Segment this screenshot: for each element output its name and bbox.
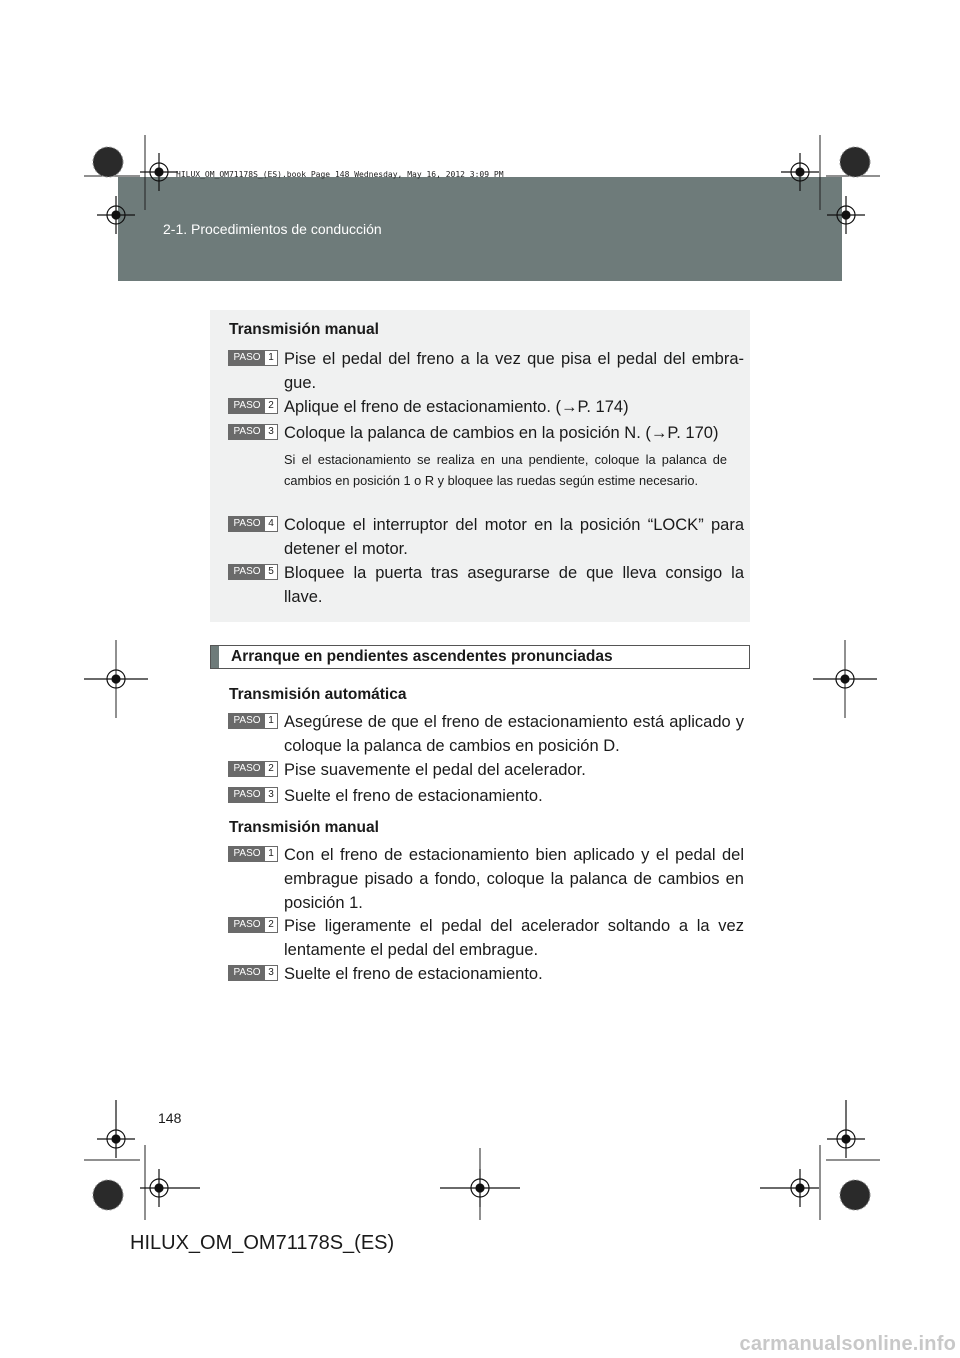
book-info-line: HILUX_OM_OM71178S_(ES).book Page 148 Wednesday, May 16, 2012 3:09 PM xyxy=(176,170,504,179)
step-text: Coloque el interruptor del motor en la posición “LOCK” para detener el motor. xyxy=(284,516,744,558)
star-target-top-right xyxy=(840,147,870,177)
star-target-bottom-left xyxy=(93,1180,123,1210)
step-text: Suelte el freno de estacionamiento. xyxy=(284,787,543,805)
star-target-bottom-right xyxy=(840,1180,870,1210)
automatic-transmission-heading: Transmisión automática xyxy=(229,686,407,703)
target-mark-bottom-right xyxy=(760,1169,819,1207)
star-target-top-left xyxy=(93,147,123,177)
watermark: carmanualsonline.info xyxy=(739,1333,956,1355)
target-mark-top-right xyxy=(781,153,819,191)
step-text: Asegúrese de que el freno de estacionamiento está aplicado y coloque la palanca de cambios en posición D. xyxy=(284,713,744,755)
step-badge: PASO 3 xyxy=(228,965,278,981)
step-text: Pise ligeramente el pedal del acelerador soltando a la vez lentamente el pedal del embrague. xyxy=(284,917,744,959)
section-title: 2-1. Procedimientos de conducción xyxy=(163,221,382,237)
step-badge: PASO 1 xyxy=(228,350,278,366)
manual-transmission-heading: Transmisión manual xyxy=(229,321,379,338)
step-text: Pise suavemente el pedal del acelerador. xyxy=(284,761,586,779)
manual-transmission-heading-2: Transmisión manual xyxy=(229,819,379,836)
target-mark-right-top xyxy=(827,196,865,234)
step-badge: PASO 1 xyxy=(228,846,278,862)
step-badge: PASO 4 xyxy=(228,516,278,532)
target-mark-top-left xyxy=(140,153,178,191)
step-badge: PASO 5 xyxy=(228,564,278,580)
target-mark-left-bottom xyxy=(97,1100,135,1158)
target-mark-right-bottom xyxy=(827,1100,865,1158)
step-text: Coloque la palanca de cambios en la posición N. (→P. 170) xyxy=(284,424,719,442)
page-number: 148 xyxy=(158,1110,182,1126)
step-text: Bloquee la puerta tras asegurarse de que lleva consigo la llave. xyxy=(284,564,744,606)
target-mark-bottom-center xyxy=(440,1169,520,1207)
step-badge: PASO 1 xyxy=(228,713,278,729)
uphill-section-title: Arranque en pendientes ascendentes pronunciadas xyxy=(231,648,613,665)
step-text: Aplique el freno de estacionamiento. (→P. 174) xyxy=(284,398,629,416)
step-text: Pise el pedal del freno a la vez que pisa el pedal del embra-gue. xyxy=(284,350,744,392)
parking-note: Si el estacionamiento se realiza en una pendiente, coloque la palanca de cambios en posición 1 o R y bloquee las ruedas según estime necesario. xyxy=(284,452,727,488)
step-text: Con el freno de estacionamiento bien aplicado y el pedal del embrague pisado a fondo, coloque la palanca de cambios en posición 1. xyxy=(284,846,744,912)
target-mark-bottom-left xyxy=(140,1169,200,1207)
step-text: Suelte el freno de estacionamiento. xyxy=(284,965,543,983)
step-badge: PASO 2 xyxy=(228,917,278,933)
target-mark-left-top xyxy=(97,196,135,234)
document-code: HILUX_OM_OM71178S_(ES) xyxy=(130,1232,395,1254)
step-badge: PASO 3 xyxy=(228,424,278,440)
step-badge: PASO 2 xyxy=(228,761,278,777)
step-badge: PASO 3 xyxy=(228,787,278,803)
step-badge: PASO 2 xyxy=(228,398,278,414)
